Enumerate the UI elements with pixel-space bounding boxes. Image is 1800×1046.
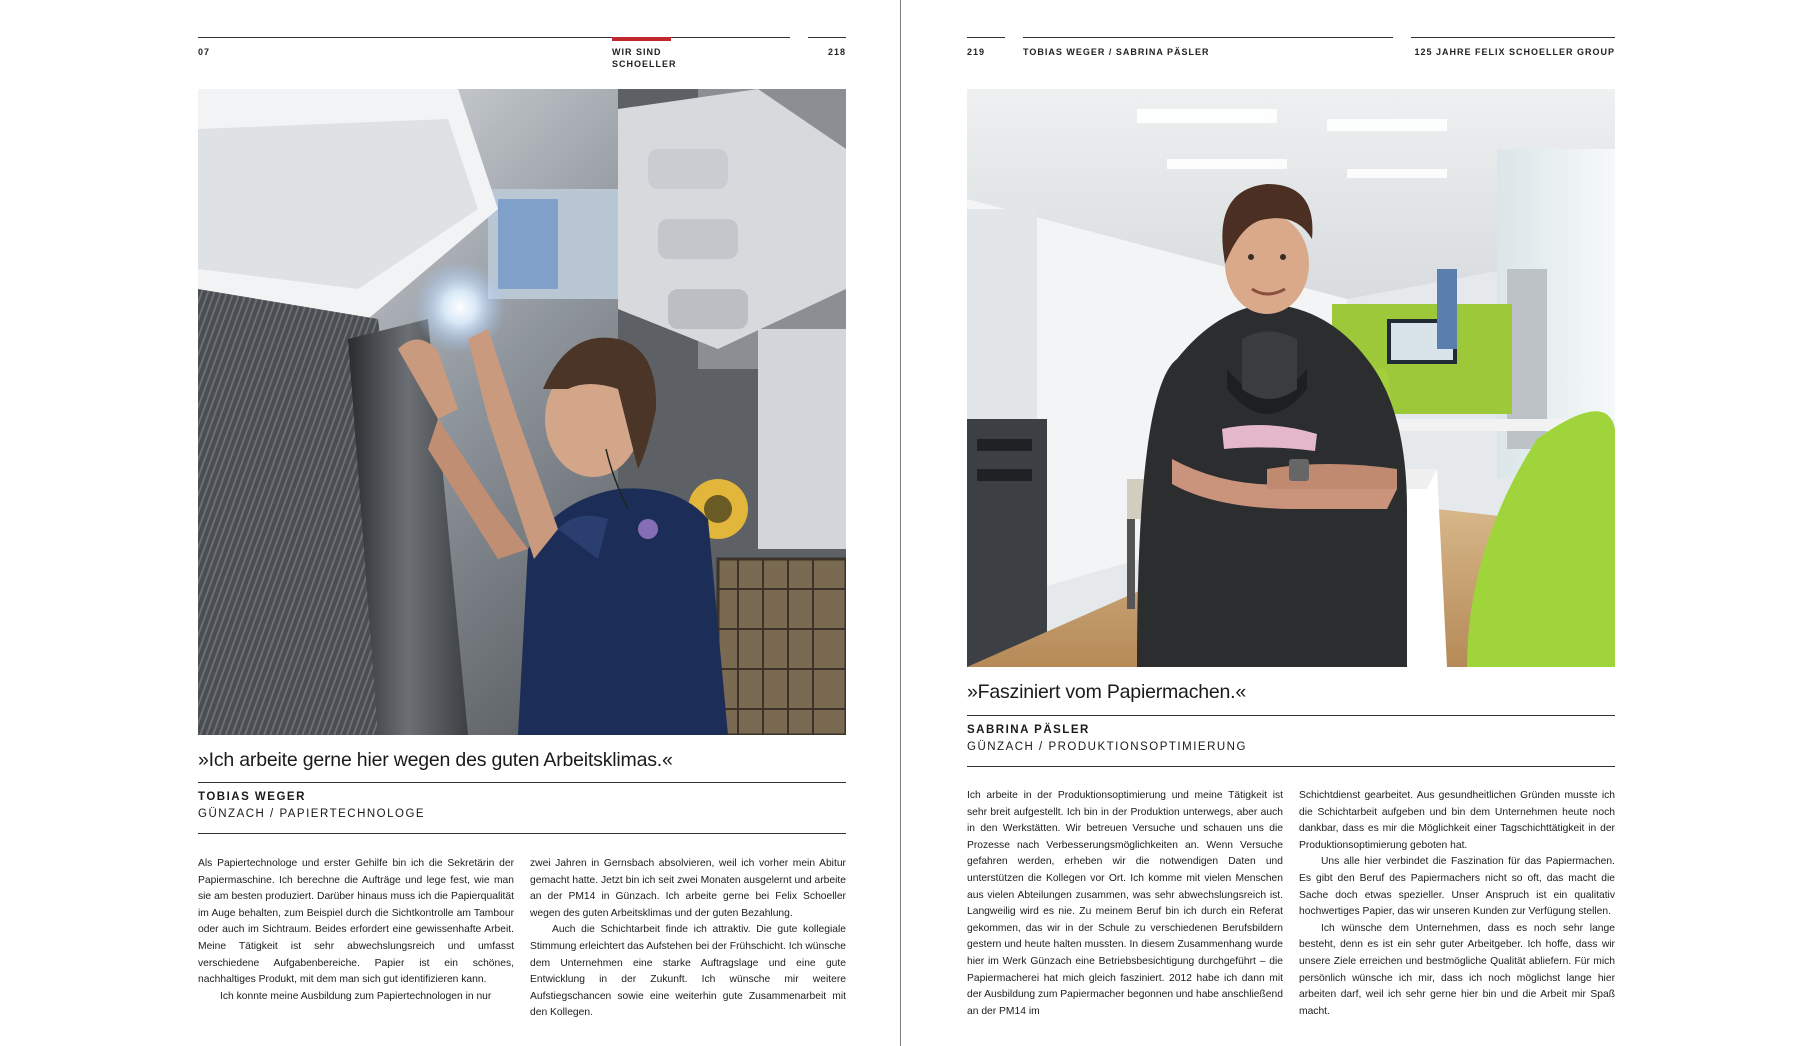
paragraph: Ich wünsche dem Unternehmen, dass es noch sehr lange besteht, denn es ist ein sehr guter Arbeitgeber. Ich hoffe, dass wir unsere Ziele erreichen und bestmögliche Qualität abliefern. Für mich persönlich wünsche ich mir, dass ich noch möglichst lange hier arbeiten darf, weil ich sehr gerne hier bin und die Arbeit mir Spaß macht. xyxy=(1299,922,1615,1017)
paragraph: Uns alle hier verbindet die Faszination für das Papiermachen. Es gibt den Beruf des Papiermachers nicht so oft, das macht die Sache doch etwas spezieller. Unser Anspruch ist ein qualitativ hochwertiges Papier, das wir unseren Kunden zur Verfügung stellen. xyxy=(1299,856,1615,918)
paragraph: Ich arbeite in der Produktionsoptimierung und meine Tätigkeit ist sehr breit aufgestellt. Ich bin in der Produktion unterwegs, aber auch in den Werkstätten. Wir betreuen Versuche und schauen uns die Prozesse nach Verbesserungsmöglichkeiten an. Wenn Versuche gefahren werden, erheben wir die notwendigen Daten und unterstützen die Kollegen vor Ort. Ich komme mit vielen Menschen aus vielen Abteilungen zusammen, was sehr abwechslungsreich ist. Langweilig wird es nie. Zu meinem Beruf bin ich durch ein Referat gekommen, das wir in der Schule zu verschiedenen Berufsbildern gestern und heute halten mussten. In diesem Zusammenhang wurde hier im Werk Günzach eine Betriebsbesichtigung durchgeführt – die Papiermacherei hat mich gleich fasziniert. 2012 habe ich dann mit der Ausbildung zum Papiermacher begonnen und habe anschließend an der PM14 im xyxy=(967,790,1283,1017)
header-rule-right xyxy=(1411,37,1615,38)
person-name: TOBIAS WEGER xyxy=(198,791,306,803)
pull-quote: »Fasziniert vom Papiermachen.« xyxy=(967,681,1247,703)
publication-title: 125 JAHRE FELIX SCHOELLER GROUP xyxy=(1414,47,1615,57)
photo-production-optimization xyxy=(967,89,1615,667)
bio-rule xyxy=(198,833,846,834)
header-rule xyxy=(198,37,790,38)
paragraph: Schichtdienst gearbeitet. Aus gesundheitlichen Gründen musste ich die Schichtarbeit aufgeben und bin dem Unternehmen heute noch dankbar, dass es mir die Möglichkeit einer Tagschichttätigkeit in der Produktionsoptimierung geboten hat. xyxy=(1299,790,1615,851)
chapter-title-line2: SCHOELLER xyxy=(612,59,677,69)
paragraph: Auch die Schichtarbeit finde ich attraktiv. Die gute kollegiale Stimmung erleichtert das Aufstehen bei der Frühschicht. Ich wünsche dem Unternehmen eine starke Auftragslage und eine gute Entwicklung in der Zukunft. Ich wünsche mir weitere Aufstiegschancen sowie eine weiterhin gute Zusammenarbeit mit den Kollegen. xyxy=(530,924,846,1019)
paragraph: Als Papiertechnologe und erster Gehilfe bin ich die Sekretärin der Papiermaschine. Ich berechne die Aufträge und lege fest, wie man sie am besten produziert. Darüber hinaus muss ich die Papierqualität im Auge behalten, zum Beispiel durch die Sichtkontrolle am Tambour oder auch im Sichtraum. Beides erfordert eine gewissenhafte Arbeit. Meine Tätigkeit ist sehr abwechslungsreich und umfasst verschiedene Aufgabenbereiche. Papier ist ein schönes, nachhaltiges Produkt, mit dem man sich gut identifizieren kann. xyxy=(198,858,514,986)
header-rule xyxy=(1023,37,1393,38)
text-column-1 xyxy=(967,788,1283,1020)
chapter-title-line1: WIR SIND xyxy=(612,47,662,57)
person-name: SABRINA PÄSLER xyxy=(967,724,1090,736)
page-number: 218 xyxy=(827,47,846,57)
right-page xyxy=(901,0,1800,1046)
text-column-2 xyxy=(1299,788,1615,1020)
bio-rule xyxy=(967,766,1615,767)
quote-rule xyxy=(198,782,846,783)
header-names: TOBIAS WEGER / SABRINA PÄSLER xyxy=(1023,47,1210,57)
text-column-1 xyxy=(198,856,514,1005)
paragraph: Ich konnte meine Ausbildung zum Papiertechnologen in nur xyxy=(220,990,492,1002)
page-number: 219 xyxy=(967,47,986,57)
chapter-marker xyxy=(612,37,671,41)
photo-paper-technologist xyxy=(198,89,846,735)
text-column-2 xyxy=(530,856,846,1022)
pull-quote: »Ich arbeite gerne hier wegen des guten Arbeitsklimas.« xyxy=(198,749,673,771)
header-rule-short xyxy=(808,37,846,38)
quote-rule xyxy=(967,715,1615,716)
person-role: GÜNZACH / PRODUKTIONSOPTIMIERUNG xyxy=(967,741,1247,753)
chapter-number: 07 xyxy=(198,47,211,57)
paragraph: zwei Jahren in Gernsbach absolvieren, weil ich vorher mein Abitur gemacht hatte. Jetzt bin ich seit zwei Monaten ausgelernt und arbeite an der PM14 in Günzach. Ich arbeite gerne bei Felix Schoeller wegen des guten Arbeitsklimas und der guten Bezahlung. xyxy=(530,858,846,919)
header-rule-short xyxy=(967,37,1005,38)
person-role: GÜNZACH / PAPIERTECHNOLOGE xyxy=(198,808,426,820)
